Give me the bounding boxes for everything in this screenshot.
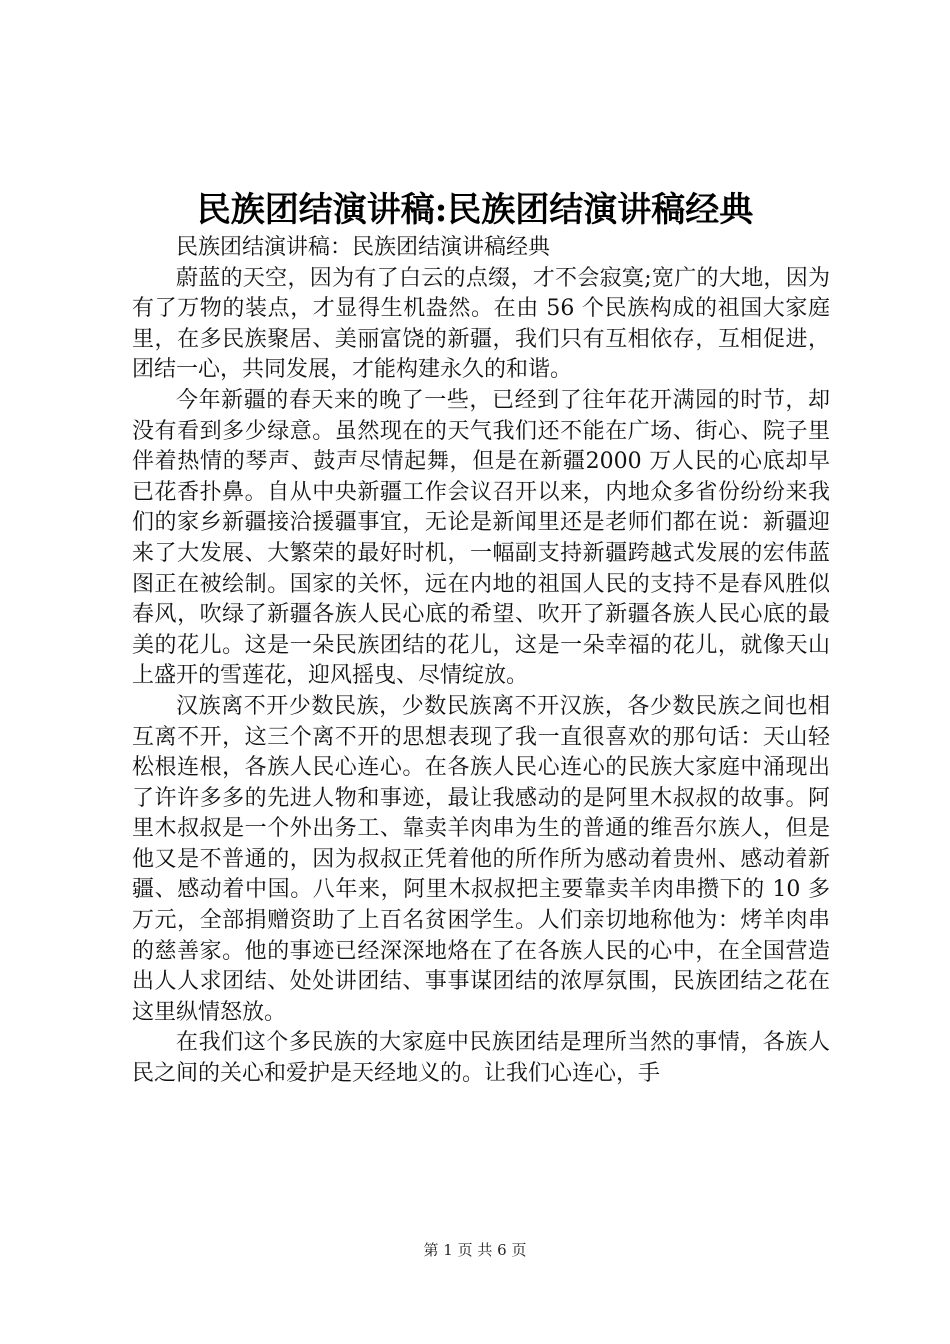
- document-body: [132, 233, 830, 1090]
- paragraph: 今年新疆的春天来的晚了一些，已经到了往年花开满园的时节，却没有看到多少绿意。虽然现在的天气我们还不能在广场、街心、院子里伴着热情的琴声、鼓声尽情起舞，但是在新疆2000 万人民的心底却早已花香扑鼻。自从中央新疆工作会议召开以来，内地众多省份纷纷来我们的家乡新疆接洽援疆事宜，无论是新闻里还是老师们都在说：新疆迎来了大发展、大繁荣的最好时机，一幅副支持新疆跨越式发展的宏伟蓝图正在被绘制。国家的关怀，远在内地的祖国人民的支持不是春风胜似春风，吹绿了新疆各族人民心底的希望、吹开了新疆各族人民心底的最美的花儿。这是一朵民族团结的花儿，这是一朵幸福的花儿，就像天山上盛开的雪莲花，迎风摇曳、尽情绽放。: [132, 387, 830, 689]
- paragraph: 汉族离不开少数民族，少数民族离不开汉族，各少数民族之间也相互离不开，这三个离不开的思想表现了我一直很喜欢的那句话：天山轻松根连根，各族人民心连心。在各族人民心连心的民族大家庭中涌现出了许许多多的先进人物和事迹，最让我感动的是阿里木叔叔的故事。阿里木叔叔是一个外出务工、靠卖羊肉串为生的普通的维吾尔族人，但是他又是不普通的，因为叔叔正凭着他的所作所为感动着贵州、感动着新疆、感动着中国。八年来，阿里木叔叔把主要靠卖羊肉串攒下的 10 多万元，全部捐赠资助了上百名贫困学生。人们亲切地称他为：烤羊肉串的慈善家。他的事迹已经深深地烙在了在各族人民的心中，在全国营造出人人求团结、处处讲团结、事事谋团结的浓厚氛围，民族团结之花在这里纵情怒放。: [132, 693, 830, 1025]
- page-number-footer: 第 1 页 共 6 页: [423, 1241, 527, 1259]
- paragraph: 在我们这个多民族的大家庭中民族团结是理所当然的事情，各族人民之间的关心和爱护是天经地义的。让我们心连心，手: [132, 1030, 830, 1087]
- paragraph: 蔚蓝的天空，因为有了白云的点缀，才不会寂寞;宽广的大地，因为有了万物的装点，才显得生机盎然。在由 56 个民族构成的祖国大家庭里，在多民族聚居、美丽富饶的新疆，我们只有互相依存，互相促进，团结一心，共同发展，才能构建永久的和谐。: [132, 265, 830, 383]
- paragraph-subtitle: 民族团结演讲稿：民族团结演讲稿经典: [176, 235, 551, 260]
- document-title: 民族团结演讲稿:民族团结演讲稿经典: [196, 190, 754, 230]
